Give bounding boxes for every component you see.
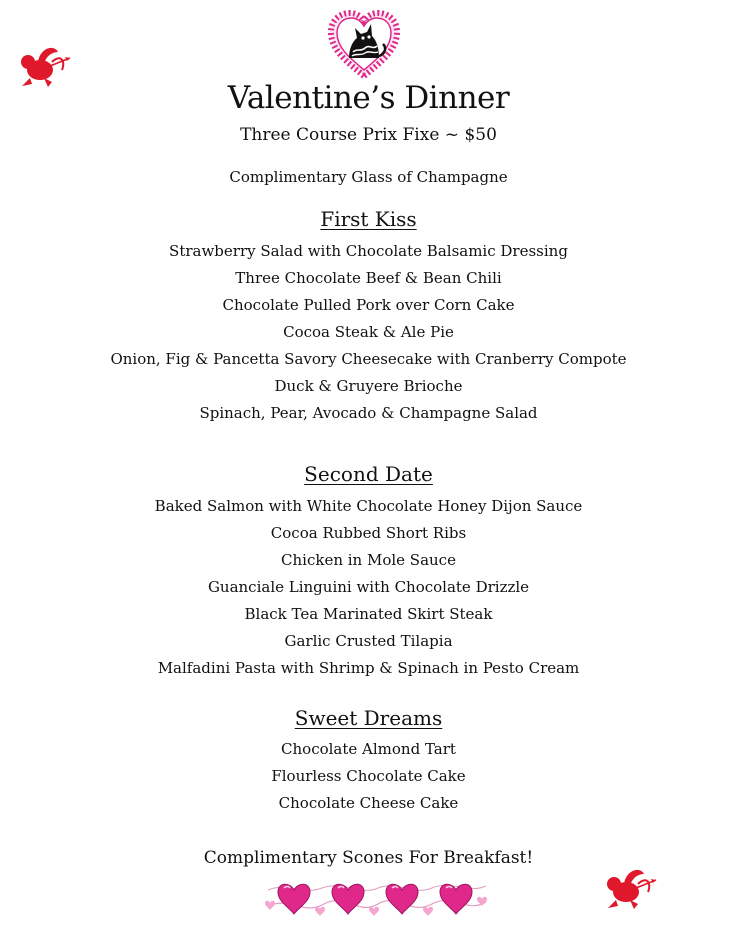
menu-item: Black Tea Marinated Skirt Steak xyxy=(244,605,493,623)
menu-item: Cocoa Rubbed Short Ribs xyxy=(270,524,467,542)
menu-item: Spinach, Pear, Avocado & Champagne Salad xyxy=(199,404,538,422)
menu-item: Chocolate Almond Tart xyxy=(281,740,456,758)
menu-item: Chicken in Mole Sauce xyxy=(281,551,456,569)
section-list-second-date xyxy=(0,493,737,682)
champagne-note: Complimentary Glass of Champagne xyxy=(229,168,508,186)
menu-item: Chocolate Pulled Pork over Corn Cake xyxy=(222,296,515,314)
section-heading-first-kiss: First Kiss xyxy=(320,207,417,231)
menu-item: Flourless Chocolate Cake xyxy=(271,767,466,785)
page-title: Valentine’s Dinner xyxy=(227,80,510,116)
menu-item: Strawberry Salad with Chocolate Balsamic Dressing xyxy=(169,242,568,260)
section-heading-sweet-dreams: Sweet Dreams xyxy=(294,706,443,730)
menu-item: Baked Salmon with White Chocolate Honey Dijon Sauce xyxy=(154,497,583,515)
heart-cat-logo-icon xyxy=(327,8,401,82)
menu-item: Duck & Gruyere Brioche xyxy=(274,377,463,395)
prix-fixe-subtitle: Three Course Prix Fixe ~ $50 xyxy=(240,125,497,145)
heart-border-icon xyxy=(262,876,490,918)
menu-item: Guanciale Linguini with Chocolate Drizzle xyxy=(207,578,530,596)
section-list-first-kiss xyxy=(0,238,737,427)
section-list-sweet-dreams xyxy=(0,736,737,817)
menu-item: Onion, Fig & Pancetta Savory Cheesecake with Cranberry Compote xyxy=(110,350,627,368)
scones-note: Complimentary Scones For Breakfast! xyxy=(203,848,534,868)
menu-item: Garlic Crusted Tilapia xyxy=(284,632,453,650)
menu-item: Malfadini Pasta with Shrimp & Spinach in Pesto Cream xyxy=(157,659,580,677)
menu-item: Chocolate Cheese Cake xyxy=(278,794,459,812)
menu-item: Cocoa Steak & Ale Pie xyxy=(283,323,454,341)
section-heading-second-date: Second Date xyxy=(304,462,433,486)
menu-item: Three Chocolate Beef & Bean Chili xyxy=(235,269,502,287)
